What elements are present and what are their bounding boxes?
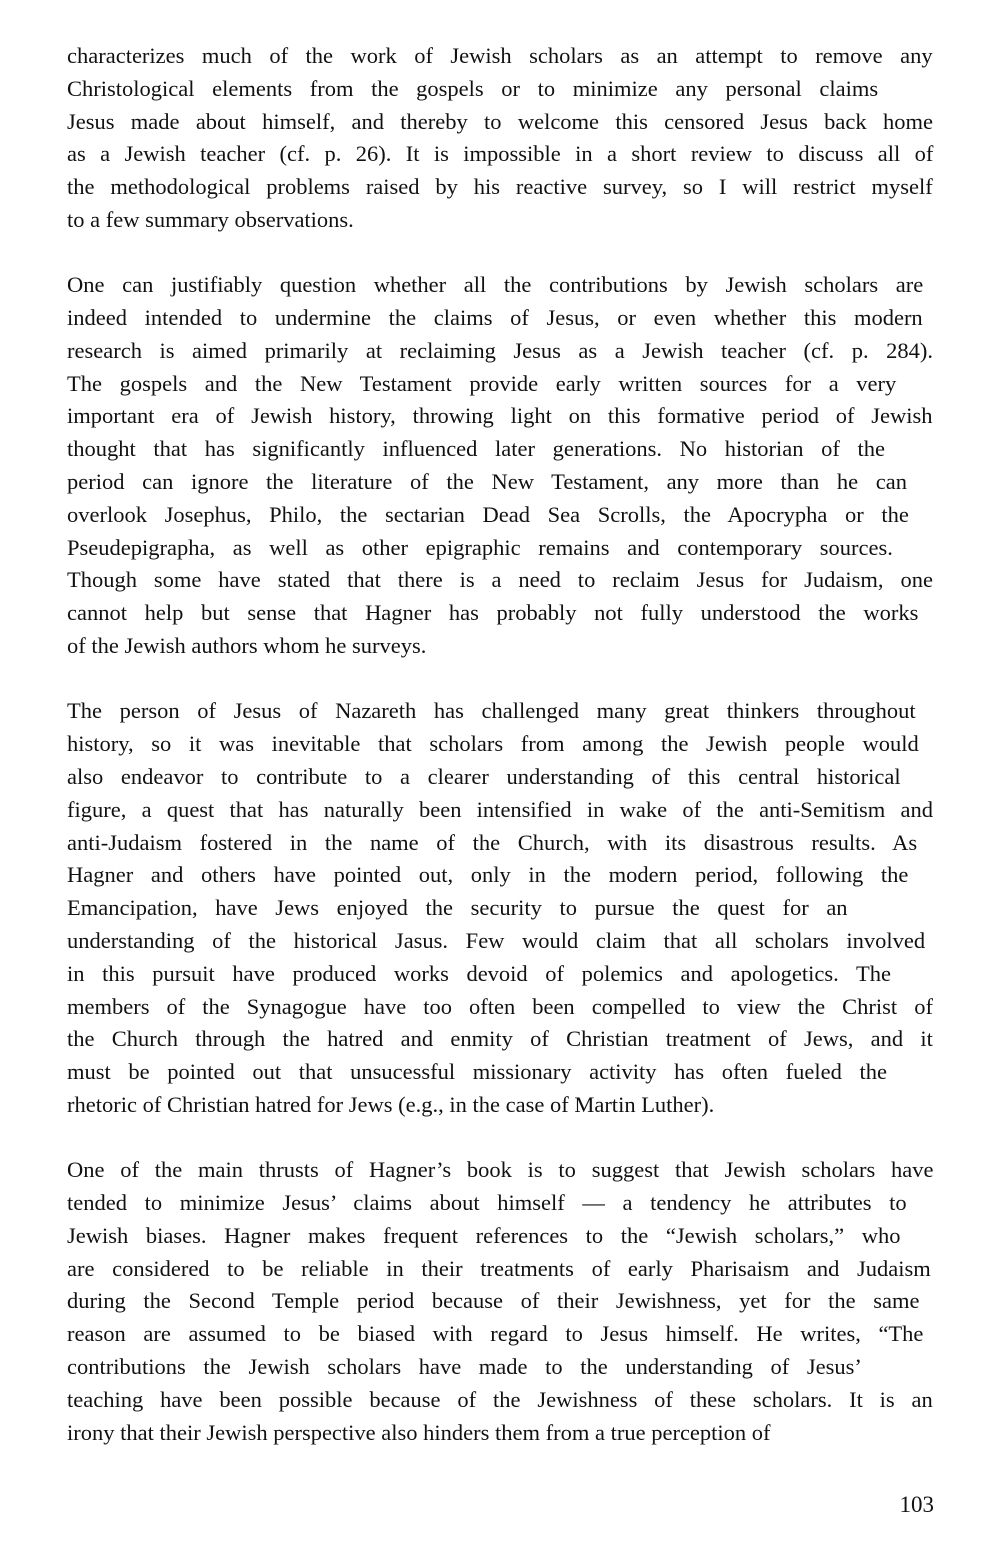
text-line: period can ignore the literature of the New Testament, any more than he can: [67, 469, 907, 495]
text-line: irony that their Jewish perspective also hinders them from a true perception of: [67, 1419, 771, 1445]
text-line: must be pointed out that unsucessful missionary activity has often fueled the: [67, 1059, 887, 1085]
text-line: Christological elements from the gospels or to minimize any personal claims: [67, 75, 879, 101]
text-line: the Church through the hatred and enmity of Christian treatment of Jews, and it: [67, 1026, 933, 1052]
text-line: One of the main thrusts of Hagner’s book is to suggest that Jewish scholars have: [67, 1157, 934, 1183]
text-line: figure, a quest that has naturally been intensified in wake of the anti-Semitism and: [67, 796, 934, 822]
text-line: Pseudepigrapha, as well as other epigraphic remains and contemporary sources.: [67, 534, 893, 560]
text-line: in this pursuit have produced works devoid of polemics and apologetics. The: [67, 960, 891, 986]
text-line: rhetoric of Christian hatred for Jews (e.g., in the case of Martin Luther).: [67, 1091, 715, 1117]
text-line: One can justifiably question whether all the contributions by Jewish scholars are: [67, 272, 924, 298]
page-number: 103: [899, 1492, 934, 1517]
paragraph-4: [67, 1154, 933, 1449]
text-line: teaching have been possible because of the Jewishness of these scholars. It is an: [67, 1386, 933, 1412]
text-line: during the Second Temple period because of their Jewishness, yet for the same: [67, 1288, 920, 1314]
text-line: understanding of the historical Jasus. Few would claim that all scholars involved: [67, 927, 926, 953]
text-line: of the Jewish authors whom he surveys.: [67, 633, 427, 659]
paragraph-2: [67, 269, 933, 663]
text-line: reason are assumed to be biased with regard to Jesus himself. He writes, “The: [67, 1321, 924, 1347]
text-line: to a few summary observations.: [67, 206, 354, 232]
text-line: are considered to be reliable in their treatments of early Pharisaism and Judaism: [67, 1255, 931, 1281]
text-line: Hagner and others have pointed out, only in the modern period, following the: [67, 862, 909, 888]
paragraph-1: [67, 40, 933, 237]
text-line: research is aimed primarily at reclaiming Jesus as a Jewish teacher (cf. p. 284).: [67, 337, 933, 363]
text-line: The gospels and the New Testament provide early written sources for a very: [67, 370, 897, 396]
paragraph-3: [67, 695, 933, 1121]
text-line: indeed intended to undermine the claims of Jesus, or even whether this modern: [67, 305, 923, 331]
text-line: as a Jewish teacher (cf. p. 26). It is impossible in a short review to discuss all of: [67, 141, 934, 167]
text-line: Jewish biases. Hagner makes frequent references to the “Jewish scholars,” who: [67, 1222, 901, 1248]
text-line: Jesus made about himself, and thereby to welcome this censored Jesus back home: [67, 108, 933, 134]
text-line: also endeavor to contribute to a clearer understanding of this central historical: [67, 763, 901, 789]
text-line: important era of Jewish history, throwing light on this formative period of Jewish: [67, 403, 933, 429]
text-line: history, so it was inevitable that scholars from among the Jewish people would: [67, 731, 919, 757]
text-line: cannot help but sense that Hagner has probably not fully understood the works: [67, 600, 919, 626]
text-line: thought that has significantly influenced later generations. No historian of the: [67, 436, 885, 462]
text-line: The person of Jesus of Nazareth has challenged many great thinkers throughout: [67, 698, 916, 724]
page-body: [67, 40, 933, 1482]
text-line: the methodological problems raised by his reactive survey, so I will restrict myself: [67, 174, 933, 200]
text-line: Though some have stated that there is a need to reclaim Jesus for Judaism, one: [67, 567, 933, 593]
text-line: Emancipation, have Jews enjoyed the security to pursue the quest for an: [67, 895, 848, 921]
text-line: contributions the Jewish scholars have made to the understanding of Jesus’: [67, 1353, 862, 1379]
text-line: tended to minimize Jesus’ claims about himself — a tendency he attributes to: [67, 1190, 907, 1215]
text-line: overlook Josephus, Philo, the sectarian Dead Sea Scrolls, the Apocrypha or the: [67, 501, 909, 527]
text-line: characterizes much of the work of Jewish scholars as an attempt to remove any: [67, 43, 933, 68]
text-line: anti-Judaism fostered in the name of the Church, with its disastrous results. As: [67, 829, 918, 855]
text-line: members of the Synagogue have too often been compelled to view the Christ of: [67, 993, 933, 1019]
